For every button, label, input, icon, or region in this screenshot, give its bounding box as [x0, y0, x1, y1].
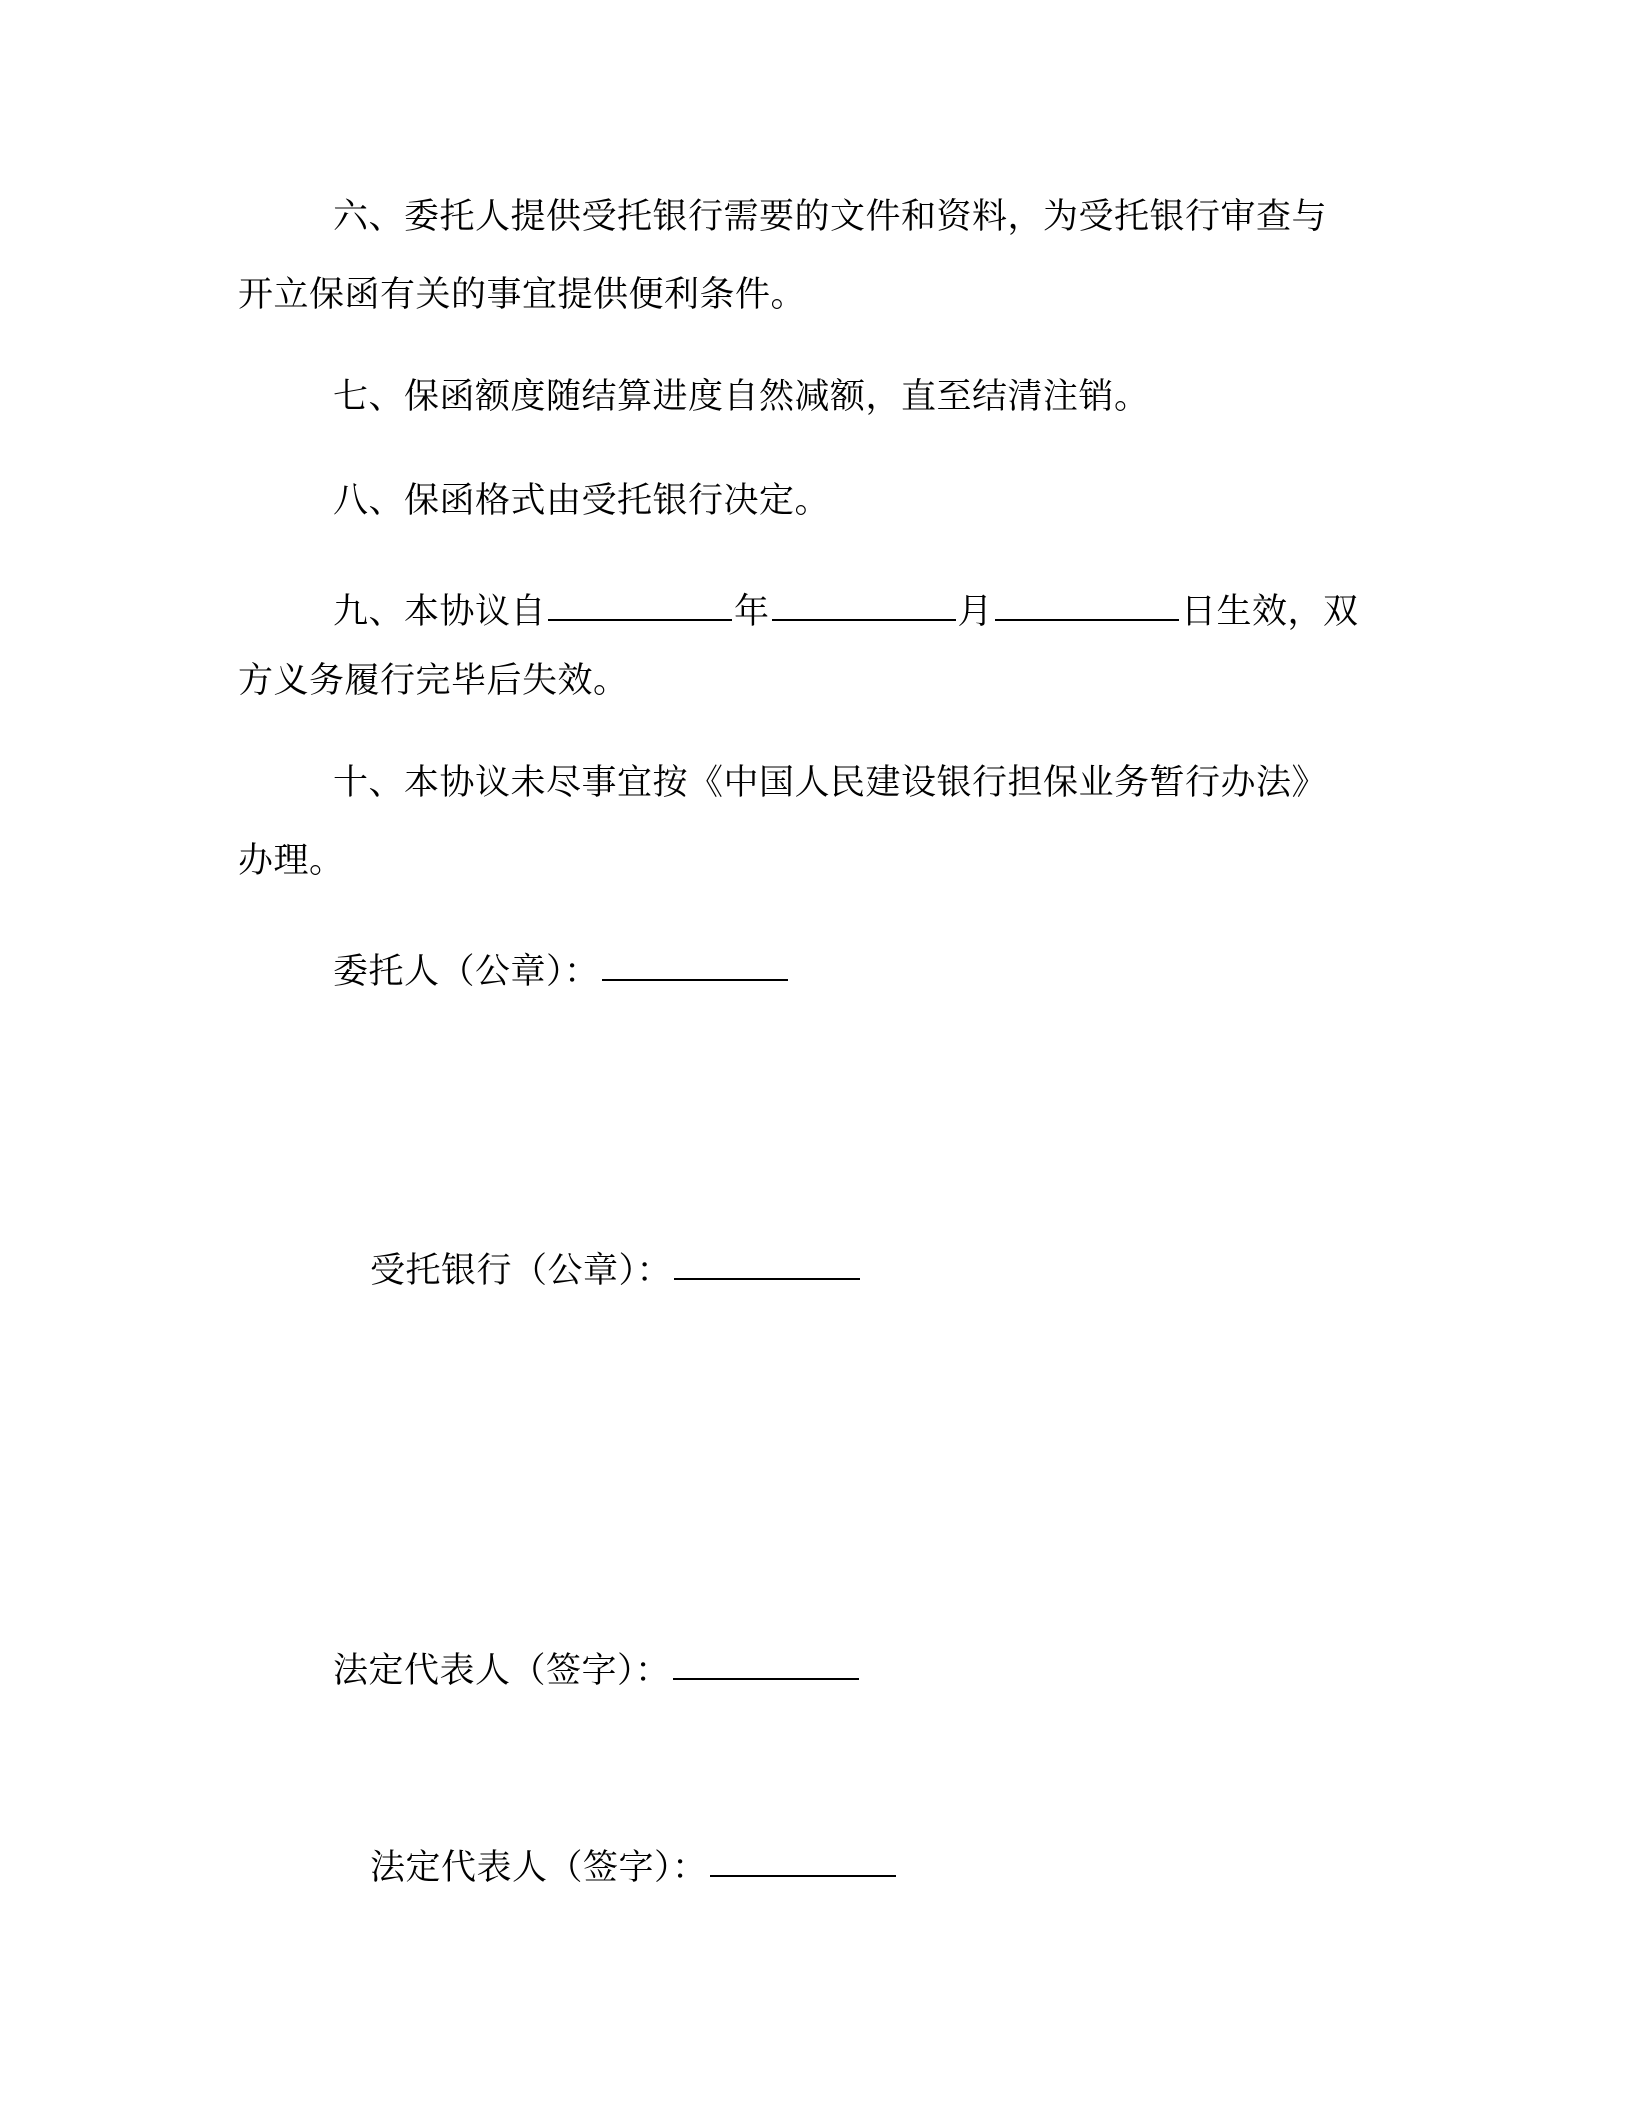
rep-signature-blank-2: [710, 1840, 896, 1877]
month-blank: [772, 584, 956, 621]
clause-9-suffix: 日生效，双: [1181, 592, 1359, 632]
principal-seal-line: [333, 946, 790, 990]
clause-6-line-1: 六、委托人提供受托银行需要的文件和资料，为受托银行审查与: [333, 197, 1328, 237]
day-blank: [995, 584, 1179, 621]
year-label: 年: [734, 592, 770, 632]
clause-9-line-2: 方义务履行完毕后失效。: [238, 661, 629, 701]
clause-10-line-1: 十、本协议未尽事宜按《中国人民建设银行担保业务暂行办法》: [333, 763, 1328, 803]
rep-signature-line-2: [370, 1842, 898, 1886]
clause-10-line-2: 办理。: [238, 841, 345, 881]
clause-8: 八、保函格式由受托银行决定。: [333, 481, 831, 521]
rep-signature-label-2: 法定代表人（签字）：: [370, 1848, 708, 1888]
principal-seal-label: 委托人（公章）：: [333, 952, 600, 992]
clause-9-prefix: 九、本协议自: [333, 592, 547, 632]
rep-signature-blank-1: [673, 1643, 859, 1680]
bank-seal-line: [370, 1245, 862, 1289]
clause-9-line-1: [333, 586, 1359, 630]
month-label: 月: [957, 592, 994, 632]
bank-seal-label: 受托银行（公章）：: [370, 1251, 673, 1291]
rep-signature-label-1: 法定代表人（签字）：: [333, 1651, 671, 1691]
clause-7: 七、保函额度随结算进度自然减额，直至结清注销。: [333, 377, 1150, 417]
bank-seal-blank: [674, 1243, 860, 1280]
year-blank: [548, 584, 732, 621]
rep-signature-line-1: [333, 1645, 861, 1689]
principal-seal-blank: [602, 944, 788, 981]
clause-6-line-2: 开立保函有关的事宜提供便利条件。: [238, 275, 807, 315]
